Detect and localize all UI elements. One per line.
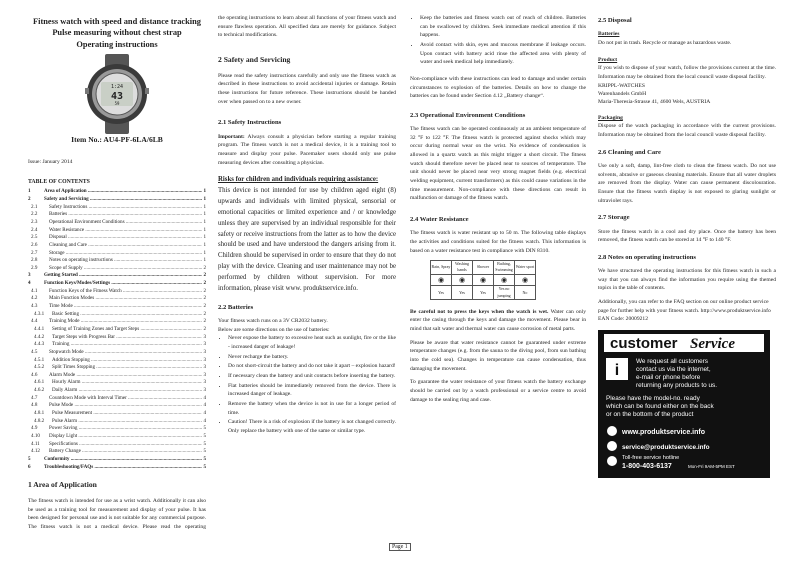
svg-text:i: i [614,361,620,379]
toc-entry[interactable]: 1 Area of Application ..... 1 [28,188,206,196]
wr-suitability: Yes [452,286,473,299]
wet-keys-warning: Be careful not to press the keys when the watch is wet. Water can only enter the casing through the keys and damage the movement. Please bear in mind that salt water and thermal water can cause corrosion of metal parts. [410,308,587,333]
section-1-text-continued: the operating instructions to learn about all functions of your fitness watch and ensure flawless operation. All specified data are merely for guidance. Subject to technical modifications. [218,15,396,39]
toc-entry[interactable]: 4.9 Power Saving ..... 5 [28,425,206,433]
wr-activity-icon: ◉ [431,274,452,286]
svg-text:43: 43 [110,91,124,103]
item-number: Item No.: AU4-PF-6LA/6LB [71,135,163,145]
wr-activity-icon: ◉ [473,274,494,286]
customer-service-box [598,330,770,478]
section-1-heading: 1 Area of Application [28,480,97,490]
svg-text:Toll-free service hotline: Toll-free service hotline [622,454,680,461]
phone-icon [607,456,617,466]
svg-text:which can be found either on t: which can be found either on the back [606,402,714,410]
battery-direction-item: • Keep the batteries and fitness watch out of reach of children. Batteries can be swallowed by children. Seek immediate medical attention if this happens. [420,14,586,40]
wr-suitability: Yes no jumping [494,286,515,299]
svg-text:59: 59 [114,101,120,107]
toc-entry[interactable]: 2.7 Storage ..... 1 [28,250,206,258]
svg-text:Mon-Fri 9AM-5PM EST: Mon-Fri 9AM-5PM EST [688,463,735,469]
toc-entry[interactable]: 4.1 Function Keys of the Fitness Watch ..... 2 [28,288,206,296]
toc-entry[interactable]: 4.3 Time Mode ..... 2 [28,303,206,311]
packaging-subheading: Packaging [598,114,623,121]
toc-entry[interactable]: 2.8 Notes on operating instructions ..... 1 [28,257,206,265]
batteries-disposal-text: Do not put in trash. Recycle or manage as hazardous waste. [598,39,732,46]
svg-text:or on the bottom of the produc: or on the bottom of the product [606,410,694,418]
column-1 [28,14,206,538]
battery-direction-item: • Flat batteries should be immediately removed from the device. There is increased danger of leakage. [228,382,396,399]
toc-entry[interactable]: 4 Function Keys/Modes/Settings ..... 2 [28,280,206,288]
toc-entry[interactable]: 4.6.1 Hourly Alarm ..... 3 [28,379,206,387]
section-2-6-heading: 2.6 Cleaning and Care [598,148,661,156]
battery-intro: Your fitness watch runs on a 3V CR2032 battery. [218,318,328,325]
toc-entry[interactable]: 4.6 Alarm Mode ..... 3 [28,372,206,380]
toc-entry[interactable]: 4.2 Main Function Modes ..... 2 [28,295,206,303]
wr-activity: Washing hands [452,261,473,274]
toc-heading: TABLE OF CONTENTS [28,179,90,186]
svg-text:www.produktservice.info: www.produktservice.info [622,428,705,436]
document-title: Fitness watch with speed and distance tracking Pulse measuring without chest strap Operating instructions [33,17,201,49]
section-2-7-heading: 2.7 Storage [598,214,630,222]
section-2-7-text: Store the fitness watch in a cool and dry place. Once the battery has been removed, the fitness watch can be stored at 14 °F to 140 °F. [598,228,776,244]
svg-text:service@produktservice.info: service@produktservice.info [622,443,710,451]
battery-direction-item: • If necessary clean the battery and unit contacts before inserting the battery. [228,372,396,381]
product-subheading: Product [598,56,618,63]
svg-text:We request all customers: We request all customers [636,357,708,365]
toc-entry[interactable]: 4.3.1 Basic Setting ..... 2 [28,311,206,319]
battery-direction-item: • Caution! There is a risk of explosion if the battery is not changed correctly. Only replace the battery with one of the same or similar type. [228,418,396,435]
toc-entry[interactable]: 4.5.1 Addition Stopping ..... 3 [28,357,206,365]
email-icon [607,441,617,451]
toc-entry[interactable]: 2.4 Water Resistance ..... 1 [28,227,206,235]
battery-directions-list [218,334,396,435]
toc-entry[interactable]: 2.9 Scope of Supply ..... 2 [28,265,206,273]
battery-direction-item: • Never expose the battery to excessive heat such as sunlight, fire or the like - increased danger of leakage! [228,334,396,351]
page-number: Page 1 [389,543,411,551]
svg-text:1-800-403-6137: 1-800-403-6137 [622,462,672,470]
toc-entry[interactable]: 4.4.1 Setting of Training Zones and Target Steps ..... 2 [28,326,206,334]
wr-activity: Rain, Spray [431,261,452,274]
important-note: Important: Always consult a physician before starting a regular training program. The fitness watch is not a medical device, it is a training tool to measure and display your pulse. Pacemaker users should only use pulse measuring devices after consulting a physician. [218,133,396,166]
fitness-watch-image [81,54,153,134]
battery-direction-item: • Do not short-circuit the battery and do not take it apart – explosion hazard! [228,362,396,371]
risk-heading: Risks for children and individuals requiring assistance: [218,176,379,184]
table-of-contents [28,188,206,471]
toc-entry[interactable]: 4.11 Specifications ..... 5 [28,441,206,449]
wr-activity: Water sport [515,261,536,274]
batteries-subheading: Batteries [598,31,620,38]
section-2-3-text: The fitness watch can be operated continuously at an ambient temperature of 32 °F to 122 °F. The fitness watch is protected against shocks which may occur during normal wear on the wrist. No evidence of condensation is allowed in a quartz watch as this might trigger a short circuit. The fitness watch should therefore never be placed near to sources of temperature. The unit should never be placed near very strong magnet fields (e.g. electrical welding equipment, current transformers) as this could cause variations in the time measurement. Non-compliance with these directions can result in malfunction or damage of the fitness watch. [410,126,586,202]
globe-icon [607,426,617,436]
battery-note: Non-compliance with these instructions can lead to damage and under certain circumstances to explosion of the batteries. Details on how to change the batteries can be found under Section 4.12 „Battery change“. [410,75,586,100]
wr-activity-icon: ◉ [452,274,473,286]
section-2-8-heading: 2.8 Notes on operating instructions [598,253,696,261]
wr-activity-icon: ◉ [515,274,536,286]
toc-entry[interactable]: 4.12 Battery Change ..... 5 [28,448,206,456]
section-2-4-text: The fitness watch is water resistant up to 50 m. The following table displays the activities and conditions suited for the fitness watch. This information is based on a water resistance test in compliance with DIN 8310. [410,230,586,254]
svg-text:1:24: 1:24 [110,84,124,91]
battery-exchange-note: To guarantee the water resistance of your fitness watch the battery exchange should be carried out by a watch professional or a service centre to avoid damage to the sealing ring and case. [410,379,586,403]
customer-service-logo-a: customer [610,334,678,352]
toc-entry[interactable]: 4.5.2 Split Times Stopping ..... 3 [28,364,206,372]
svg-text:e-mail or phone before: e-mail or phone before [636,373,701,381]
wr-suitability: Yes [431,286,452,299]
toc-entry[interactable]: 2.2 Batteries ..... 1 [28,211,206,219]
battery-directions-list-continued [410,14,586,67]
section-2-2-heading: 2.2 Batteries [218,303,254,311]
toc-entry[interactable]: 2.6 Cleaning and Care ..... 1 [28,242,206,250]
battery-direction-item: • Never recharge the battery. [228,353,396,362]
section-2-5-heading: 2.5 Disposal [598,17,632,24]
svg-text:returning any products to us.: returning any products to us. [636,381,717,389]
toc-entry[interactable]: 6 Troubleshooting/FAQs ..... 5 [28,464,206,472]
toc-entry[interactable]: 4.8.1 Pulse Measurement ..... 4 [28,410,206,418]
column-2 [218,14,396,441]
toc-entry[interactable]: 4.4 Training Mode ..... 2 [28,318,206,326]
toc-entry[interactable]: 4.4.3 Training ..... 3 [28,341,206,349]
manufacturer-address: KRIPPL-WATCHES Warenhandels GmbH Maria-Theresia-Strasse 41, 4600 Wels, AUSTRIA [598,82,711,105]
customer-service-logo-b: Service [690,335,735,352]
column-4 [598,14,776,478]
svg-text:Please have the model-no. read: Please have the model-no. ready [606,394,700,402]
section-1-text: The fitness watch is intended for use as a wrist watch. Additionally it can also be used as a training tool for measurement and display of your pulse. It has been designed for personal use and is not suitable for any commercial purpose. The fitness watch is not a medical device. Please read the operating [28,497,206,530]
section-2-1-heading: 2.1 Safety Instructions [218,119,282,127]
toc-entry[interactable]: 4.5 Stopwatch Mode ..... 3 [28,349,206,357]
column-3 [410,14,586,409]
section-2-6-text: Use only a soft, damp, lint-free cloth to clean the fitness watch. Do not use solvents, abrasive or gaseous cleaning materials. Ensure that all water droplets are removed from the display. Water can cause permanent discolouration. Ensure that the fitness watch display is not exposed to glaring sunlight or ultraviolet rays. [598,163,776,204]
wr-suitability: Yes [473,286,494,299]
toc-entry[interactable]: 4.10 Display Light ..... 5 [28,433,206,441]
toc-entry[interactable]: 5 Conformity ..... 5 [28,456,206,464]
toc-entry[interactable]: 2.5 Disposal ..... 1 [28,234,206,242]
toc-entry[interactable]: 2.1 Safety Instructions ..... 1 [28,204,206,212]
product-disposal-text: If you wish to dispose of your watch, follow the provisions current at the time. Information may be obtained from the local council waste disposal facility. [598,65,776,80]
issue-date: Issue: January 2014 [28,158,73,165]
wr-activity-icon: ◉ [494,274,515,286]
toc-entry[interactable]: 4.8.2 Pulse Alarm ..... 4 [28,418,206,426]
toc-entry[interactable]: 2 Safety and Servicing ..... 1 [28,196,206,204]
section-2-text: Please read the safety instructions carefully and only use the fitness watch as described in these instructions to avoid accidental injuries or damage. Retain these instructions for future reference. These instructions should be handed over when passed on to a new owner. [218,72,396,105]
toc-entry[interactable]: 4.7 Countdown Mode with Interval Timer ..... 4 [28,395,206,403]
temperature-note: Please be aware that water resistance cannot be guaranteed under extreme temperature changes (e.g. from the sauna to the diving pool, from sun bathing into the cold sea). Changes in temperature can cause condensation, thus damaging the movement. [410,339,586,372]
toc-entry[interactable]: 4.8 Pulse Mode ..... 4 [28,402,206,410]
toc-entry[interactable]: 2.3 Operational Environment Conditions ..... 1 [28,219,206,227]
section-2-4-heading: 2.4 Water Resistance [410,216,469,224]
toc-entry[interactable]: 4.6.2 Daily Alarm ..... 3 [28,387,206,395]
risk-text: This device is not intended for use by children aged eight (8) upwards and individuals with limited physical, sensorial or emotional capacities or limited experience and / or knowledge unless they are supervised by an individual responsible for their safety or receive instructions from the latter as to how the device should be used and have understood the dangers arising from it. Children should be supervised in order to ensure that they do not play with the device. Cleaning and user maintenance may not be performed by children without supervision. For more information, please visit www. produktservice.info. [218,187,396,292]
section-2-3-heading: 2.3 Operational Environment Conditions [410,111,526,119]
wr-activity: Bathing, Swimming [495,261,513,273]
section-2-8-text: We have structured the operating instructions for this fitness watch in such a way that you can always find the information you require using the themed topics in the table of contents. [598,268,776,292]
faq-note: Additionally, you can refer to the FAQ section on our online product service page for further help with your fitness watch. http://www.produktservice.info EAN Code: 20009212 [598,299,771,323]
wr-activity: Shower [473,261,494,274]
water-resistance-table [430,260,536,300]
packaging-disposal-text: Dispose of the watch packaging in accordance with the current provisions. Information may be obtained from the local council waste disposal facility. [598,123,776,139]
battery-direction-item: • Remove the battery when the device is not in use for a longer period of time. [228,400,396,417]
section-2-heading: 2 Safety and Servicing [218,54,291,64]
battery-intro-2: Below are some directions on the use of batteries: [218,326,330,333]
wr-suitability: No [515,286,536,299]
toc-entry[interactable]: 4.4.2 Target Steps with Progress Bar ..... 3 [28,334,206,342]
svg-text:contact us via the internet,: contact us via the internet, [636,365,711,373]
toc-entry[interactable]: 3 Getting Started ..... 2 [28,272,206,280]
battery-direction-item: • Avoid contact with skin, eyes and mucous membrane if leakage occurs. Upon contact with battery acid rinse the affected area with plenty of water and seek medical help immediately. [420,41,586,67]
